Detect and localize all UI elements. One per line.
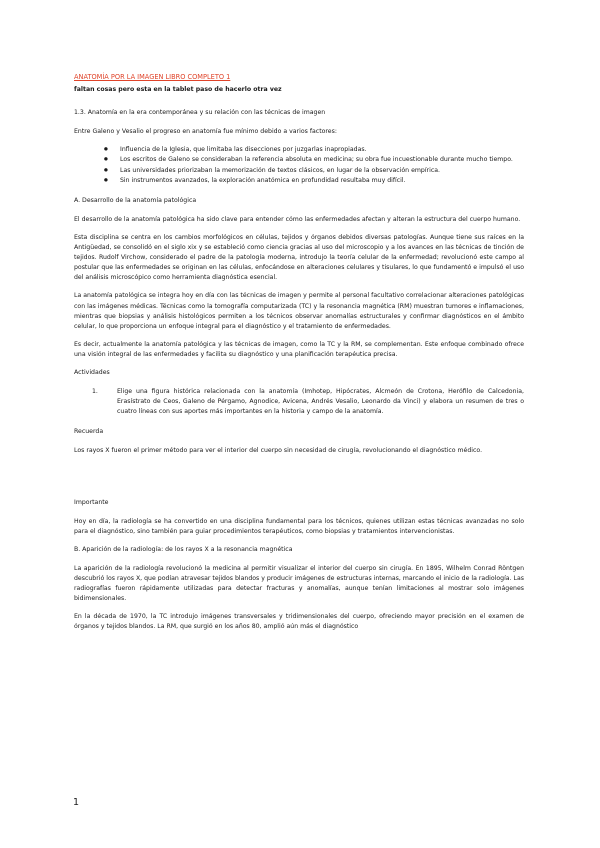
importante-text: Hoy en día, la radiología se ha convertido en una disciplina fundamental para los técnicos, quienes utilizan estas técnicas avanzadas no solo para el diagnóstico, sino también para guiar procedimientos terapéuticos, como biopsias y tratamientos intervencionistas. bbox=[74, 517, 524, 535]
activities-heading: Actividades bbox=[74, 368, 110, 376]
activity-number: 1. bbox=[92, 388, 98, 396]
factors-list bbox=[74, 145, 524, 185]
section-a-heading: A. Desarrollo de la anatomía patológica bbox=[74, 196, 197, 204]
activities-list bbox=[74, 387, 524, 417]
document-subtitle: faltan cosas pero esta en la tablet paso de hacerlo otra vez bbox=[74, 86, 282, 94]
document-title: ANATOMÍA POR LA IMAGEN LIBRO COMPLETO 1 bbox=[74, 73, 231, 81]
section-a-paragraph-3: La anatomía patológica se integra hoy en día con las técnicas de imagen y permite al personal facultativo correlacionar alteraciones patológicas con las imágenes médicas. Técnicas como la tomografía computarizada (TC) y la resonancia magnética (RM) muestran tumores e inflamaciones, mientras que biopsias y análisis histológicos permiten a los técnicos observar anomalías estructurales y confirmar diagnósticos en el ámbito celular, lo que proporciona un enfoque integral para el diagnóstico y el tratamiento de enfermedades. bbox=[74, 292, 524, 330]
section-1-3-intro: Entre Galeno y Vesalio el progreso en anatomía fue mínimo debido a varios factores: bbox=[74, 128, 337, 136]
list-item: ● Los escritos de Galeno se consideraban la referencia absoluta en medicina; su obra fue incuestionable durante mucho tiempo. bbox=[104, 155, 524, 165]
section-a-paragraph-2: Esta disciplina se centra en los cambios morfológicos en células, tejidos y órganos debidos diversas patologías. Aunque tiene sus raíces en la Antigüedad, se consolidó en el siglo xix y se estableció como ciencia gracias al uso del microscopio y a los avances en las técnicas de tinción de tejidos. Rudolf Virchow, considerado el padre de la patología moderna, introdujo la teoría celular de la enfermedad; revolucionó este campo al postular que las enfermedades se originan en las células, enfocándose en alteraciones celulares y tisulares, lo que fundamentó e impulsó el uso del análisis microscópico como herramienta diagnóstica esencial. bbox=[74, 233, 524, 282]
importante-heading: Importante bbox=[74, 498, 109, 506]
section-a-paragraph-1: El desarrollo de la anatomía patológica ha sido clave para entender cómo las enfermedades afectan y alteran la estructura del cuerpo humano. bbox=[74, 215, 521, 223]
section-1-3-heading: 1.3. Anatomía en la era contemporánea y su relación con las técnicas de imagen bbox=[74, 109, 326, 117]
recuerda-heading: Recuerda bbox=[74, 428, 104, 436]
page-content bbox=[74, 72, 524, 640]
list-item: ● Influencia de la Iglesia, que limitaba las disecciones por juzgarlas inapropiadas. bbox=[104, 145, 524, 155]
list-item: ● Las universidades priorizaban la memorización de textos clásicos, en lugar de la observación empírica. bbox=[104, 166, 524, 176]
list-item: ● Sin instrumentos avanzados, la exploración anatómica en profundidad resultaba muy difícil. bbox=[104, 176, 524, 186]
page-number: 1 bbox=[73, 797, 80, 808]
activity-item bbox=[92, 387, 524, 417]
section-a-paragraph-4: Es decir, actualmente la anatomía patológica y las técnicas de imagen, como la TC y la RM, se complementan. Este enfoque combinado ofrece una visión integral de las enfermedades y facilita su diagnóstico y una planificación terapéutica precisa. bbox=[74, 340, 524, 358]
recuerda-text: Los rayos X fueron el primer método para ver el interior del cuerpo sin necesidad de cirugía, revolucionando el diagnóstico médico. bbox=[74, 447, 483, 455]
activity-text: Elige una figura histórica relacionada con la anatomía (Imhotep, Hipócrates, Alcmeón de Crotona, Herófilo de Calcedonia, Erasístrato de Ceos, Galeno de Pérgamo, Agnodice, Avicena, Andrés Vesalio, Leonardo da Vinci) y elabora un resumen de tres o cuatro líneas con sus aportes más importantes en la historia y campo de la anatomía. bbox=[117, 388, 524, 416]
section-b-heading: B. Aparición de la radiología: de los rayos X a la resonancia magnética bbox=[74, 545, 293, 553]
blank-space bbox=[74, 465, 524, 498]
section-b-paragraph-2: En la década de 1970, la TC introdujo imágenes transversales y tridimensionales del cuerpo, ofreciendo mayor precisión en el examen de órganos y tejidos blandos. La RM, que surgió en los años 80, amplió aún más el diagnóstico bbox=[74, 613, 524, 631]
section-b-paragraph-1: La aparición de la radiología revolucionó la medicina al permitir visualizar el interior del cuerpo sin cirugía. En 1895, Wilhelm Conrad Röntgen descubrió los rayos X, que podían atravesar tejidos blandos y producir imágenes de estructuras internas, marcando el inicio de la radiología. Las radiografías fueron rápidamente utilizadas para detectar fracturas y anomalías, aunque tenían limitaciones al mostrar solo imágenes bidimensionales. bbox=[74, 564, 524, 603]
